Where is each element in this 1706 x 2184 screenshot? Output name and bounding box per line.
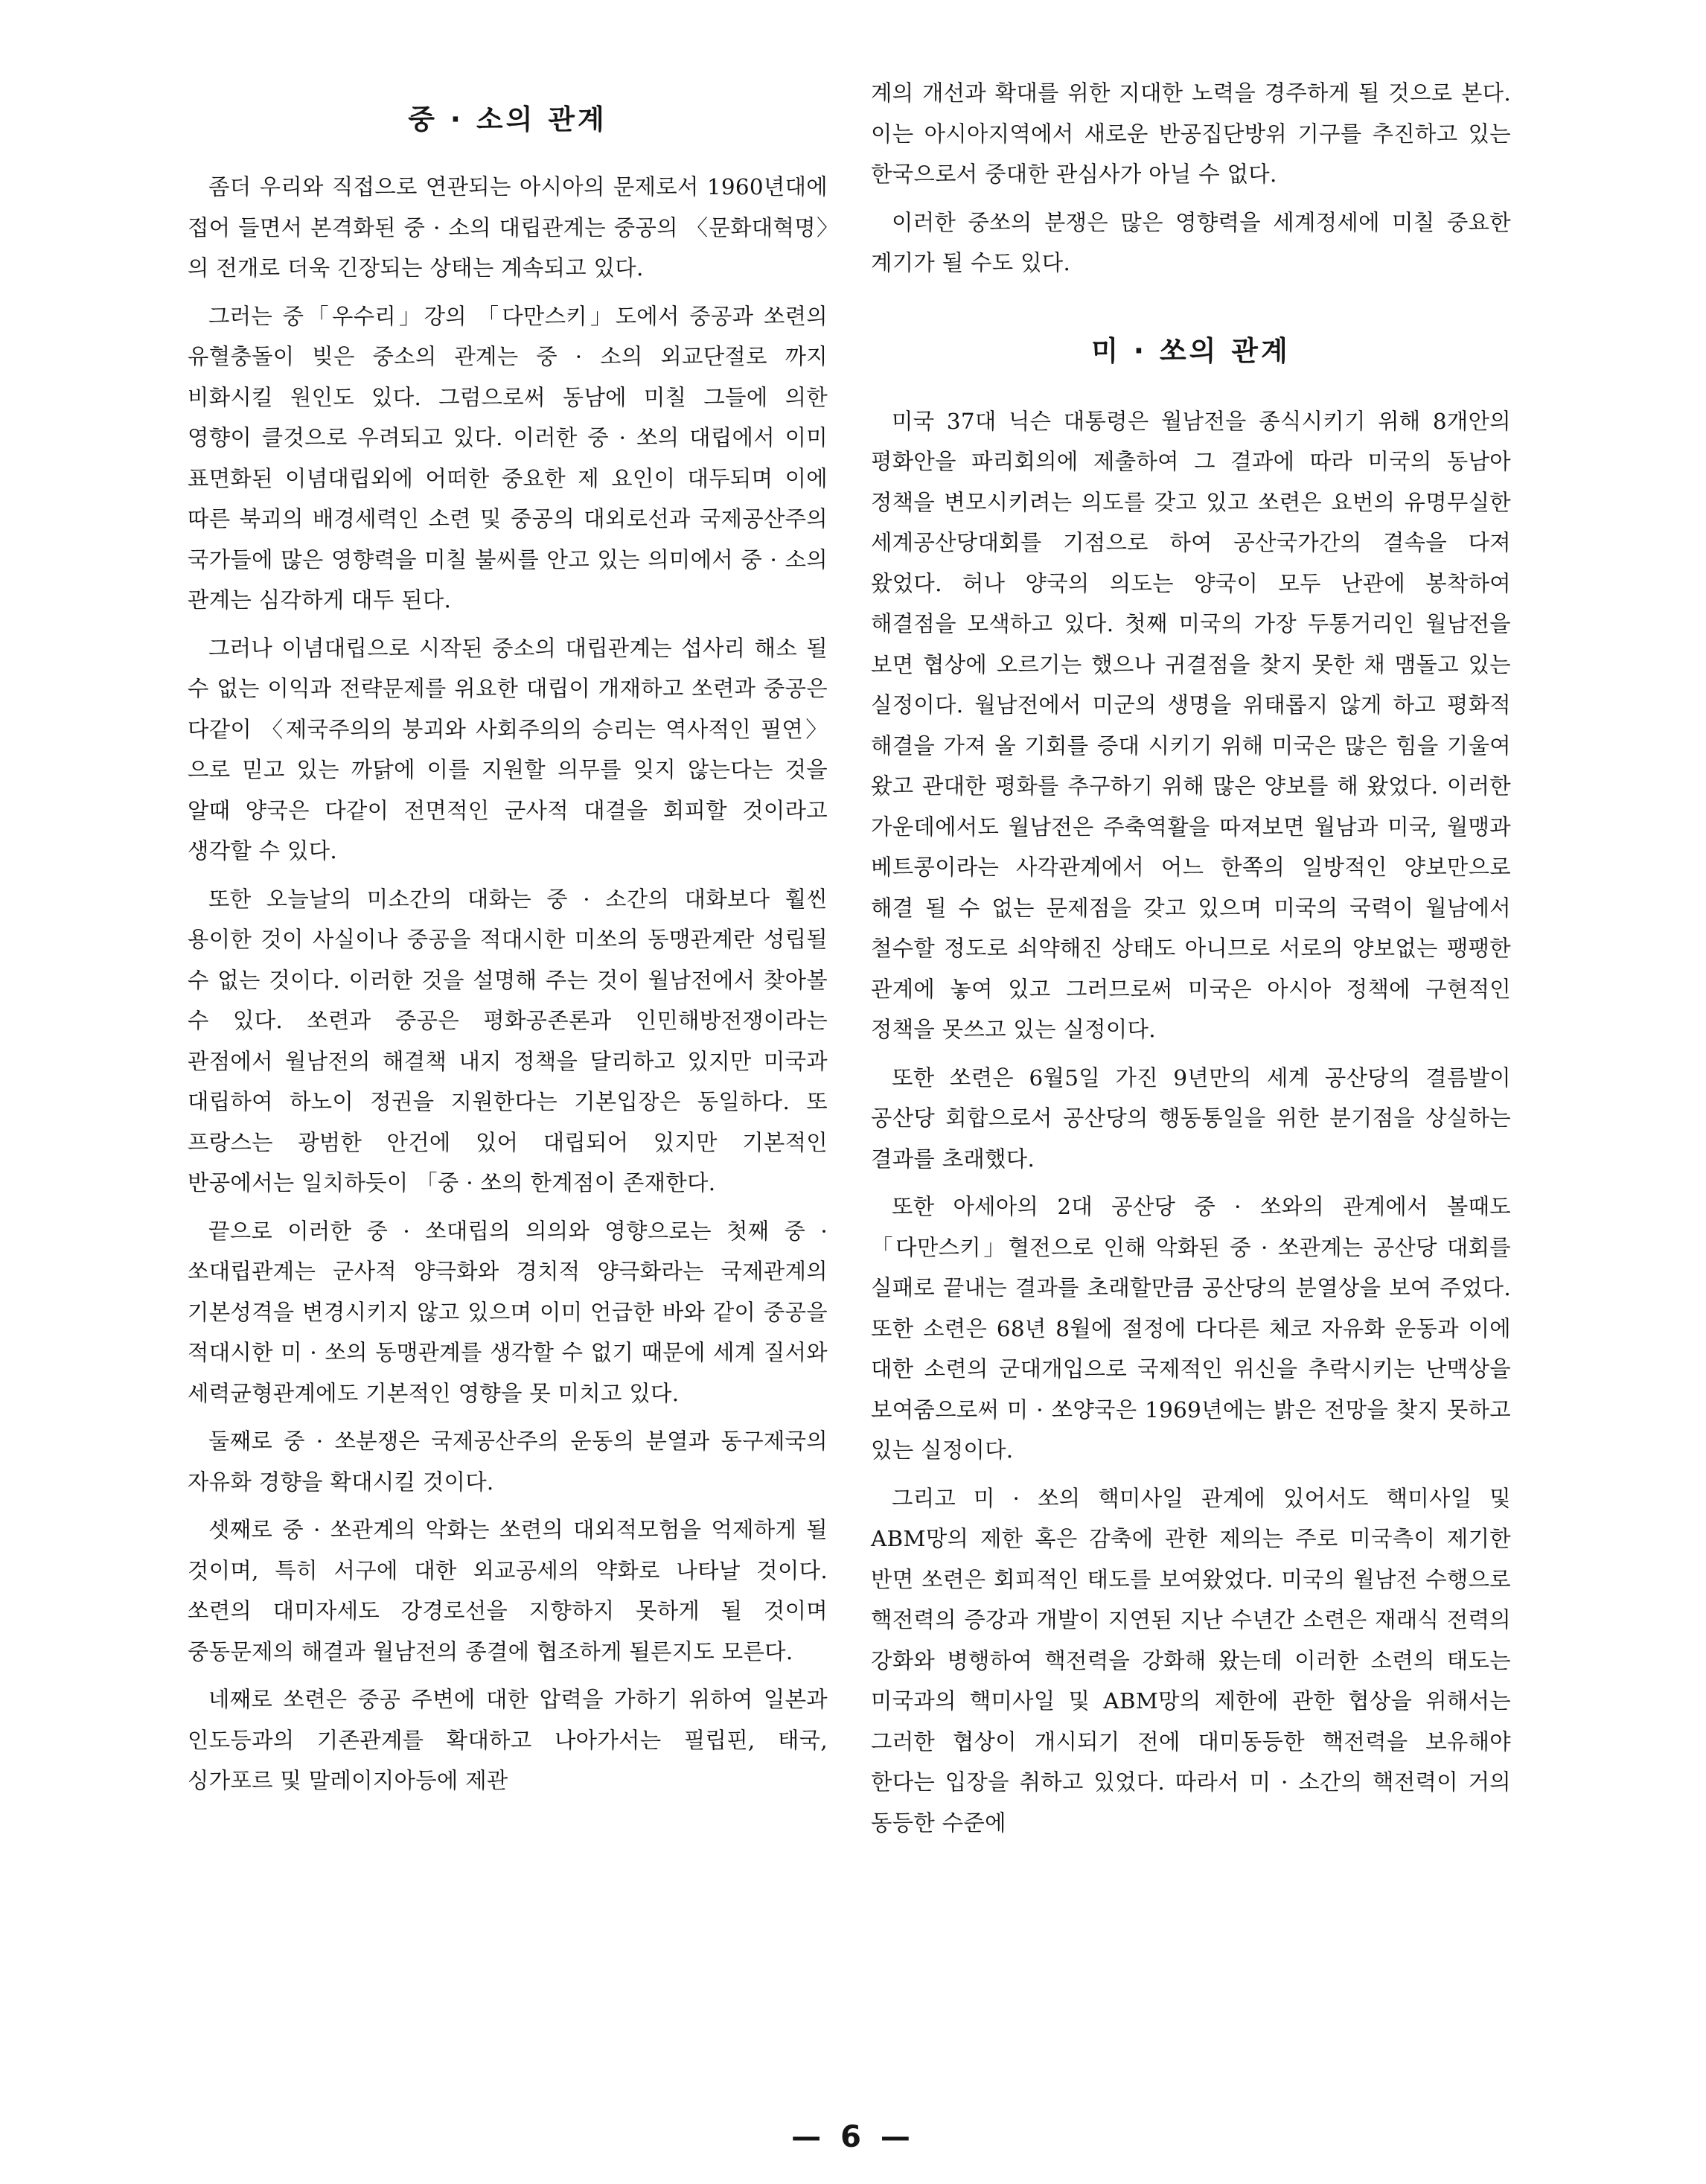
paragraph: 또한 오늘날의 미소간의 대화는 중 · 소간의 대화보다 훨씬 용이한 것이 사실이나 중공을 적대시한 미쏘의 동맹관계란 성립될 수 없는 것이다. 이러한 것을 설명해 주는 것이 월남전에서 찾아볼 수 있다. 쏘련과 중공은 평화공존론과 인민해방전쟁이라는 관점에서 월남전의 해결책 내지 정책을 달리하고 있지만 미국과 대립하여 하노이 정권을 지원한다는 기본입장은 동일하다. 또 프랑스는 광범한 안건에 있어 대립되어 있지만 기본적인 반공에서는 일치하듯이 「중 · 쏘의 한계점이 존재한다. — [188, 886, 828, 1195]
page-number: — 6 — — [791, 2120, 915, 2154]
section-heading-us-soviet: 미 · 쏘의 관계 — [1091, 334, 1291, 367]
paragraph-continued: 계의 개선과 확대를 위한 지대한 노력을 경주하게 될 것으로 본다. 이는 아시아지역에서 새로운 반공집단방위 기구를 추진하고 있는 한국으로서 중대한 관심사가 아닐 수 없다. — [871, 80, 1511, 187]
paragraph: 또한 쏘련은 6월5일 가진 9년만의 세계 공산당의 결름발이 공산당 회합으로서 공산당의 행동통일을 위한 분기점을 상실하는 결과를 초래했다. — [871, 1064, 1511, 1172]
paragraph: 좀더 우리와 직접으로 연관되는 아시아의 문제로서 1960년대에 접어 들면서 본격화된 중 · 소의 대립관계는 중공의 〈문화대혁명〉의 전개로 더욱 긴장되는 상태는 계속되고 있다. — [188, 174, 828, 281]
left-column — [188, 66, 828, 1809]
paragraph: 둘째로 중 · 쏘분쟁은 국제공산주의 운동의 분열과 동구제국의 자유화 경향을 확대시킬 것이다. — [188, 1428, 828, 1495]
paragraph: 끝으로 이러한 중 · 쏘대립의 의의와 영향으로는 첫째 중 · 쏘대립관계는 군사적 양극화와 경치적 양극화라는 국제관계의 기본성격을 변경시키지 않고 있으며 이미 언급한 바와 같이 중공을 적대시한 미 · 쏘의 동맹관계를 생각할 수 없기 때문에 세계 질서와 세력균형관계에도 기본적인 영향을 못 미치고 있다. — [188, 1218, 828, 1406]
paragraph: 이러한 중쏘의 분쟁은 많은 영향력을 세계정세에 미칠 중요한 계기가 될 수도 있다. — [871, 209, 1511, 275]
paragraph: 셋째로 중 · 쏘관계의 악화는 쏘련의 대외적모험을 억제하게 될 것이며, 특히 서구에 대한 외교공세의 약화로 나타날 것이다. 쏘련의 대미자세도 강경로선을 지향하지 못하게 될 것이며 중동문제의 해결과 월남전의 종결에 협조하게 될른지도 모른다. — [188, 1517, 828, 1664]
section-heading-china-soviet: 중 · 소의 관계 — [408, 103, 607, 135]
paragraph: 미국 37대 닉슨 대통령은 월남전을 종식시키기 위해 8개안의 평화안을 파리회의에 제출하여 그 결과에 따라 미국의 동남아 정책을 변모시키려는 의도를 갖고 있고 쏘련은 요번의 유명무실한 세계공산당대회를 기점으로 하여 공산국가간의 결속을 다져 왔었다. 허나 양국의 의도는 양국이 모두 난관에 봉착하여 해결점을 모색하고 있다. 첫째 미국의 가장 두통거리인 월남전을 보면 협상에 오르기는 했으나 귀결점을 찾지 못한 채 맴돌고 있는 실정이다. 월남전에서 미군의 생명을 위태롭지 않게 하고 평화적 해결을 가져 올 기회를 증대 시키기 위해 미국은 많은 힘을 기울여 왔고 관대한 평화를 추구하기 위해 많은 양보를 해 왔었다. 이러한 가운데에서도 월남전은 주축역활을 따져보면 월남과 미국, 월맹과 베트콩이라는 사각관계에서 어느 한쪽의 일방적인 양보만으로 해결 될 수 없는 문제점을 갖고 있으며 미국의 국력이 월남에서 철수할 정도로 쇠약해진 상태도 아니므로 서로의 양보없는 팽팽한 관계에 놓여 있고 그러므로써 미국은 아시아 정책에 구현적인 정책을 못쓰고 있는 실정이다. — [871, 408, 1511, 1042]
right-column — [871, 73, 1511, 1851]
paragraph: 그러나 이념대립으로 시작된 중소의 대립관계는 섭사리 해소 될 수 없는 이익과 전략문제를 위요한 대립이 개재하고 쏘련과 중공은 다같이 〈제국주의의 붕괴와 사회주의의 승리는 역사적인 필연〉으로 믿고 있는 까닭에 이를 지원할 의무를 잊지 않는다는 것을 알때 양국은 다같이 전면적인 군사적 대결을 회피할 것이라고 생각할 수 있다. — [188, 635, 828, 863]
paragraph: 그리고 미 · 쏘의 핵미사일 관계에 있어서도 핵미사일 및 ABM망의 제한 혹은 감축에 관한 제의는 주로 미국측이 제기한 반면 쏘련은 회피적인 태도를 보여왔었다. 미국의 월남전 수행으로 핵전력의 증강과 개발이 지연된 지난 수년간 소련은 재래식 전력의 강화와 병행하여 핵전력을 강화해 왔는데 이러한 소련의 태도는 미국과의 핵미사일 및 ABM망의 제한에 관한 협상을 위해서는 그러한 협상이 개시되기 전에 대미동등한 핵전력을 보유해야 한다는 입장을 취하고 있었다. 따라서 미 · 소간의 핵전력이 거의 동등한 수준에 — [871, 1485, 1511, 1836]
paragraph: 그러는 중「우수리」강의 「다만스키」도에서 중공과 쏘련의 유혈충돌이 빚은 중소의 관계는 중 · 소의 외교단절로 까지 비화시킬 원인도 있다. 그럼으로써 동남에 미칠 그들에 의한 영향이 클것으로 우려되고 있다. 이러한 중 · 쏘의 대립에서 이미 표면화된 이념대립외에 어떠한 중요한 제 요인이 대두되며 이에 따른 북괴의 배경세력인 소련 및 중공의 대외로선과 국제공산주의 국가들에 많은 영향력을 미칠 불씨를 안고 있는 의미에서 중 · 소의 관계는 심각하게 대두 된다. — [188, 303, 828, 613]
paragraph: 또한 아세아의 2대 공산당 중 · 쏘와의 관계에서 볼때도 「다만스키」혈전으로 인해 악화된 중 · 쏘관계는 공산당 대회를 실패로 끝내는 결과를 초래할만큼 공산당의 분열상을 보여 주었다. 또한 소련은 68년 8월에 절정에 다다른 체코 자유화 운동과 이에 대한 소련의 군대개입으로 국제적인 위신을 추락시키는 난맥상을 보여줌으로써 미 · 쏘양국은 1969년에는 밝은 전망을 찾지 못하고 있는 실정이다. — [871, 1194, 1511, 1463]
paragraph: 네째로 쏘련은 중공 주변에 대한 압력을 가하기 위하여 일본과 인도등과의 기존관계를 확대하고 나아가서는 필립핀, 태국, 싱가포르 및 말레이지아등에 제관 — [188, 1687, 828, 1793]
